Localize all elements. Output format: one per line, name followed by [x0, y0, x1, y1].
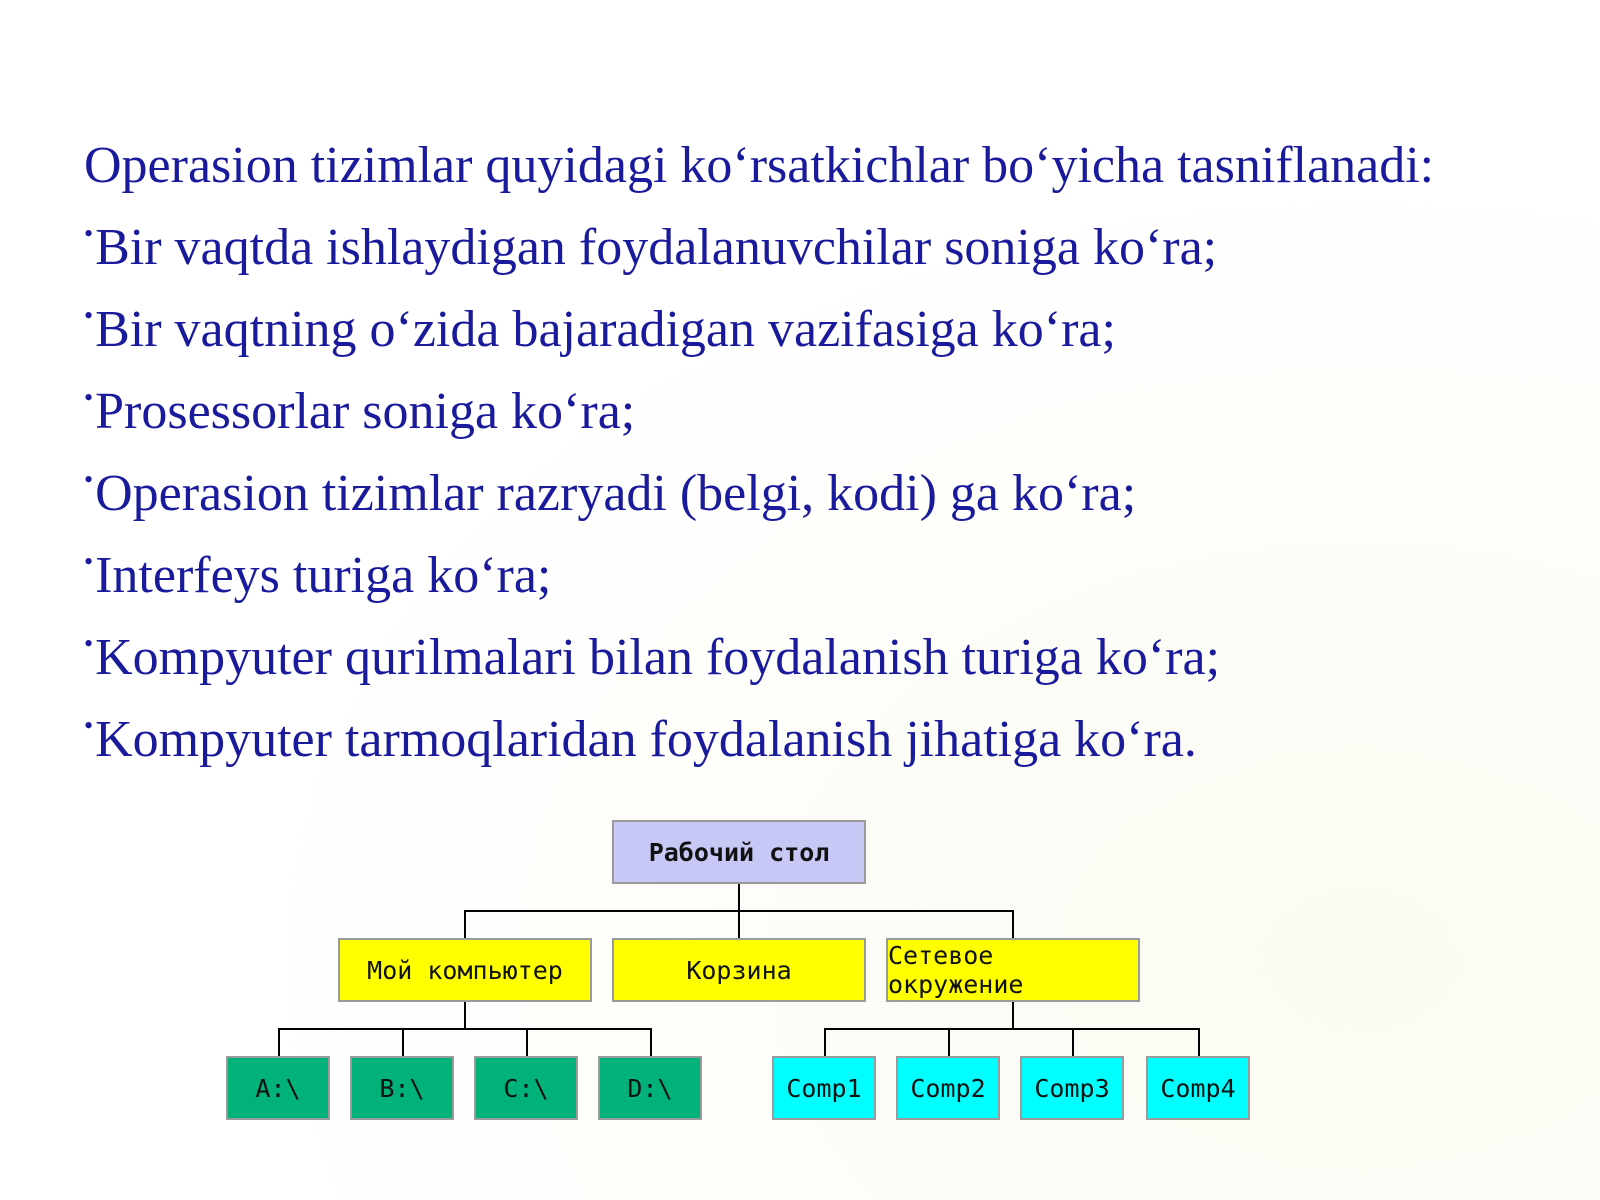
bullet-text: Bir vaqtning o‘zida bajaradigan vazifasiga ko‘ra; — [95, 301, 1116, 358]
connector-line — [1012, 1002, 1014, 1030]
node-desktop: Рабочий стол — [612, 820, 866, 884]
connector-line — [650, 1028, 652, 1056]
connector-line — [464, 1002, 466, 1030]
bullet-text: Interfeys turiga ko‘ra; — [95, 547, 552, 604]
connector-line — [402, 1028, 404, 1056]
connector-line — [526, 1028, 528, 1056]
connector-line — [278, 1028, 652, 1030]
node-comp4: Comp4 — [1146, 1056, 1250, 1120]
node-comp3: Comp3 — [1020, 1056, 1124, 1120]
bullet-icon: • — [84, 219, 94, 248]
connector-line — [738, 910, 740, 940]
node-recycle-bin: Корзина — [612, 938, 866, 1002]
bullet-icon: • — [84, 383, 94, 412]
bullet-text: Prosessorlar soniga ko‘ra; — [95, 383, 636, 440]
bullet-icon: • — [84, 465, 94, 494]
connector-line — [1012, 910, 1014, 940]
bullet-text: Bir vaqtda ishlaydigan foydalanuvchilar soniga ko‘ra; — [95, 219, 1218, 276]
bullet-icon: • — [84, 629, 94, 658]
node-drive-a: A:\ — [226, 1056, 330, 1120]
intro-text: Operasion tizimlar quyidagi ko‘rsatkichlar bo‘yicha tasniflanadi: — [84, 137, 1435, 194]
node-drive-c: C:\ — [474, 1056, 578, 1120]
node-my-computer: Мой компьютер — [338, 938, 592, 1002]
node-network-neighborhood: Сетевое окружение — [886, 938, 1140, 1002]
node-drive-b: B:\ — [350, 1056, 454, 1120]
connector-line — [464, 910, 466, 940]
bullet-icon: • — [84, 301, 94, 330]
connector-line — [824, 1028, 826, 1056]
bullet-text: Operasion tizimlar razryadi (belgi, kodi) ga ko‘ra; — [95, 465, 1137, 522]
node-comp2: Comp2 — [896, 1056, 1000, 1120]
connector-line — [948, 1028, 950, 1056]
bullet-icon: • — [84, 547, 94, 576]
node-comp1: Comp1 — [772, 1056, 876, 1120]
bullet-text: Kompyuter qurilmalari bilan foydalanish turiga ko‘ra; — [95, 629, 1221, 686]
connector-line — [1198, 1028, 1200, 1056]
bullet-icon: • — [84, 711, 94, 740]
connector-line — [824, 1028, 1200, 1030]
connector-line — [1072, 1028, 1074, 1056]
node-drive-d: D:\ — [598, 1056, 702, 1120]
connector-line — [278, 1028, 280, 1056]
connector-line — [738, 884, 740, 912]
bullet-text: Kompyuter tarmoqlaridan foydalanish jihatiga ko‘ra. — [95, 711, 1197, 768]
